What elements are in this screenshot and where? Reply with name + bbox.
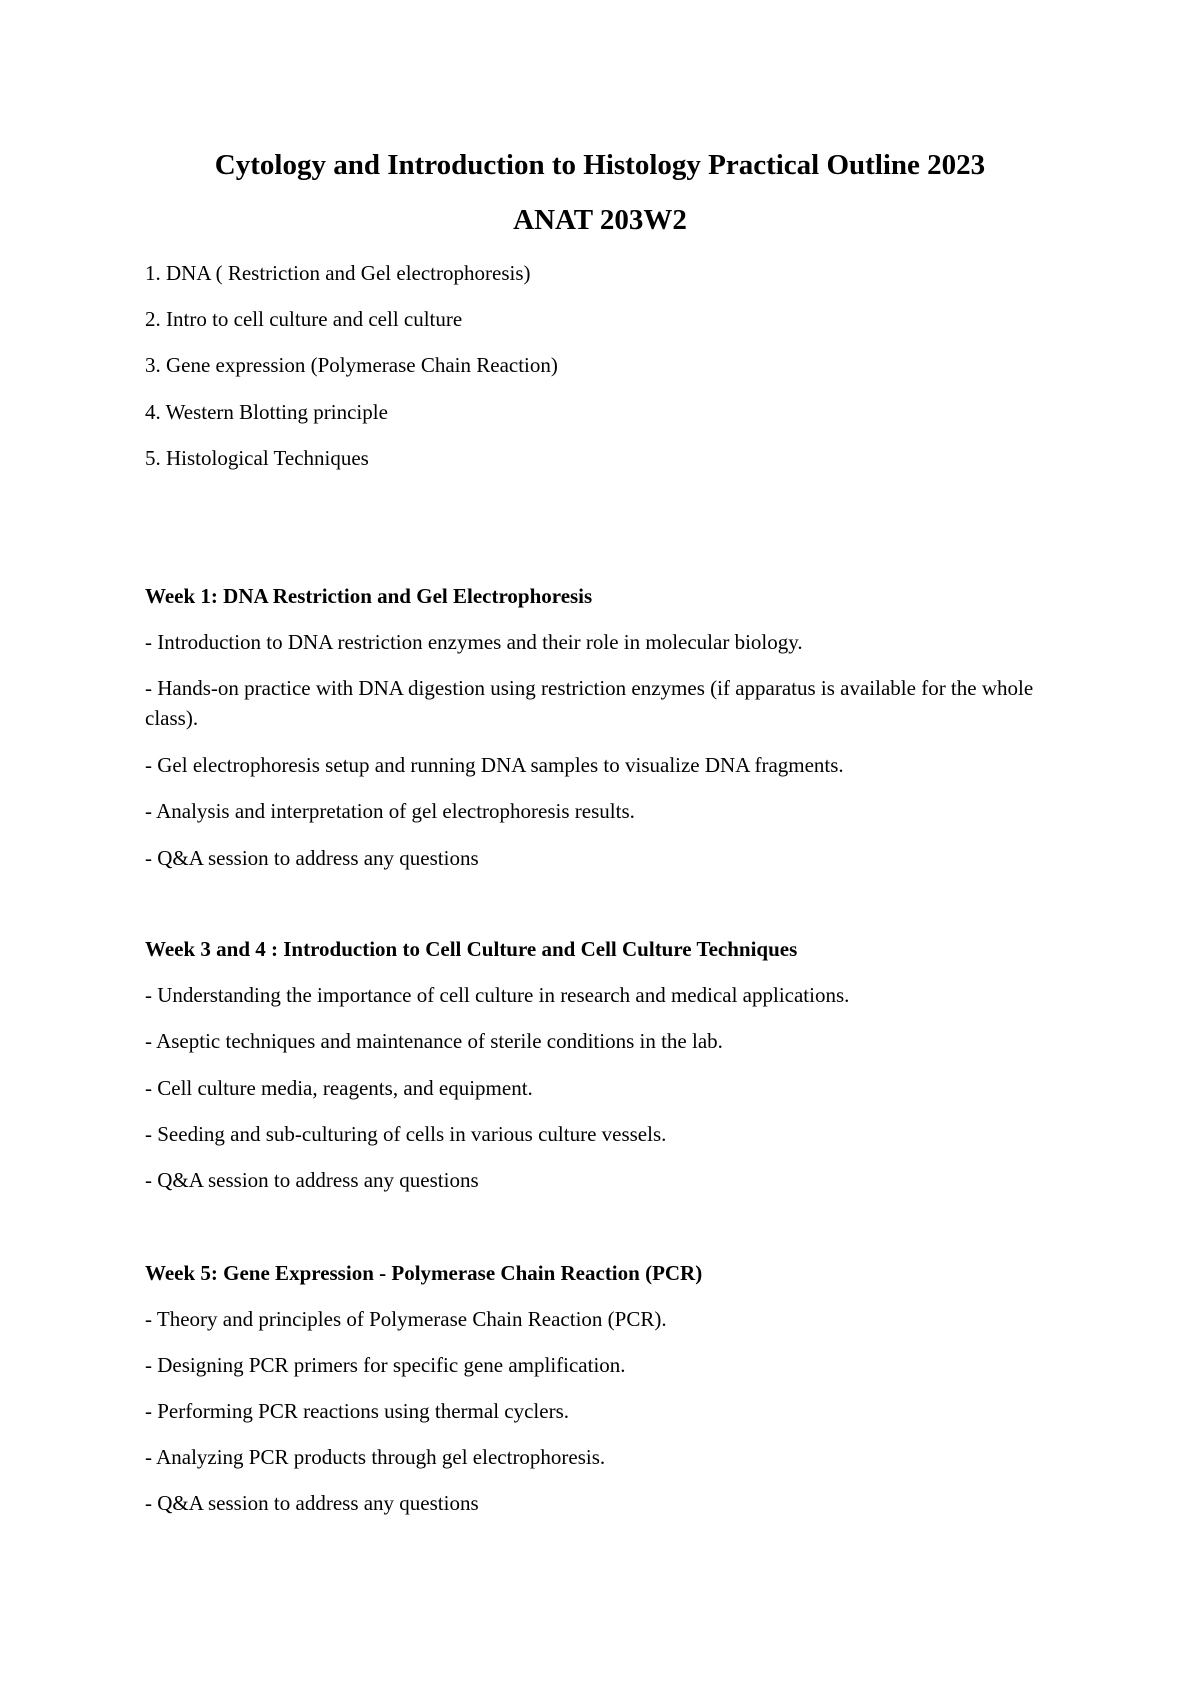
course-code: ANAT 203W2: [513, 204, 687, 236]
outline-item: 1. DNA ( Restriction and Gel electrophoresis): [145, 261, 531, 285]
section-item: - Seeding and sub-culturing of cells in various culture vessels.: [145, 1122, 667, 1146]
section-item: - Q&A session to address any questions: [145, 1168, 479, 1192]
outline-item: 2. Intro to cell culture and cell culture: [145, 307, 463, 331]
section-item: - Q&A session to address any questions: [145, 846, 479, 870]
section-item: - Q&A session to address any questions: [145, 1491, 479, 1515]
section-item: - Cell culture media, reagents, and equipment.: [145, 1076, 533, 1100]
section-item: - Theory and principles of Polymerase Chain Reaction (PCR).: [145, 1307, 667, 1331]
section-heading-week-3-4: Week 3 and 4 : Introduction to Cell Culture and Cell Culture Techniques: [145, 937, 798, 961]
outline-item: 3. Gene expression (Polymerase Chain Reaction): [145, 353, 558, 377]
section-item: - Understanding the importance of cell culture in research and medical applications.: [145, 983, 850, 1007]
section-item: - Introduction to DNA restriction enzymes and their role in molecular biology.: [145, 630, 803, 654]
section-item: - Performing PCR reactions using thermal cyclers.: [145, 1399, 569, 1423]
section-heading-week-5: Week 5: Gene Expression - Polymerase Chain Reaction (PCR): [145, 1261, 703, 1285]
section-item: - Analyzing PCR products through gel electrophoresis.: [145, 1445, 606, 1469]
section-item: - Aseptic techniques and maintenance of sterile conditions in the lab.: [145, 1029, 723, 1053]
outline-item: 5. Histological Techniques: [145, 446, 369, 470]
section-item: - Designing PCR primers for specific gene amplification.: [145, 1353, 626, 1377]
page-title: Cytology and Introduction to Histology Practical Outline 2023: [214, 149, 986, 181]
section-heading-week-1: Week 1: DNA Restriction and Gel Electrophoresis: [145, 584, 593, 608]
section-item: - Gel electrophoresis setup and running DNA samples to visualize DNA fragments.: [145, 753, 844, 777]
section-item: - Analysis and interpretation of gel electrophoresis results.: [145, 799, 635, 823]
section-item: - Hands-on practice with DNA digestion using restriction enzymes (if apparatus is available for the whole class).: [145, 676, 1034, 730]
outline-item: 4. Western Blotting principle: [145, 400, 388, 424]
